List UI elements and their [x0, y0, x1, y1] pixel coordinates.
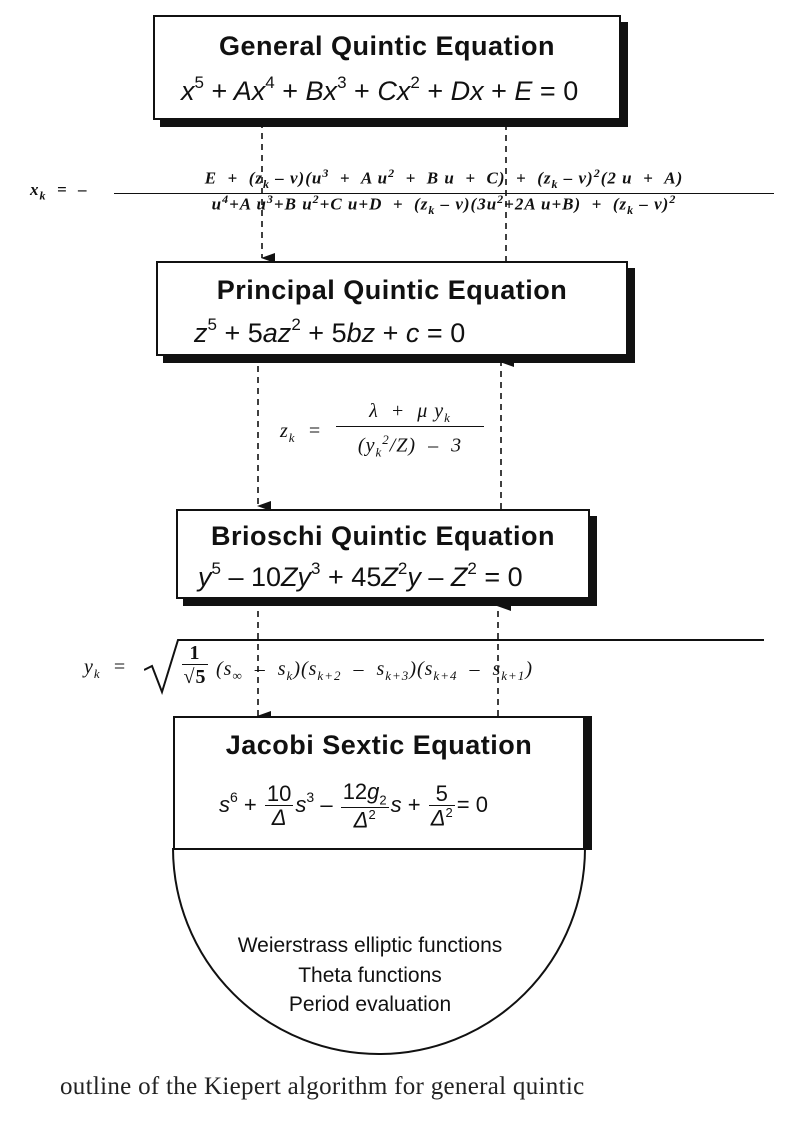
jacobi-sextic-box: [173, 716, 585, 850]
principal-quintic-box: [156, 261, 628, 356]
principal-quintic-title: Principal Quintic Equation: [216, 275, 568, 305]
jacobi-sextic-title: Jacobi Sextic Equation: [225, 730, 533, 760]
brioschi-quintic-box: [176, 509, 590, 599]
formula-yk: $y_k$ = 1 √5 $(s_\infty - s_k)(s_{k+2} - s_{k+3})(s_{k+4} - s_{k+1})$: [84, 628, 684, 698]
bowl-line-weierstrass: Weierstrass elliptic functions: [237, 934, 503, 957]
general-quintic-equation: $x^5 + Ax^4 + Bx^3 + Cx^2 + Dx + E = 0$: [181, 73, 579, 106]
principal-quintic-equation: $z^5 + 5az^2 + 5bz + c = 0$: [194, 315, 466, 348]
bowl-line-theta: Theta functions: [298, 964, 442, 987]
brioschi-quintic-equation: $y^5 - 10Zy^3 + 45Z^2y - Z^2 = 0$: [198, 559, 523, 592]
jacobi-sextic-equation: $s^6$ + $\frac{10}{\Delta}$ $s^3$ – $\frac{12g_2}{\Delta^2}$ s + $\frac{5}{\Delta^2}$ = 0: [219, 779, 488, 833]
bowl-line-period: Period evaluation: [288, 993, 452, 1016]
figure-caption: outline of the Kiepert algorithm for general quintic: [60, 1073, 585, 1100]
general-quintic-box: [153, 15, 621, 120]
brioschi-quintic-title: Brioschi Quintic Equation: [210, 521, 555, 551]
general-quintic-title: General Quintic Equation: [218, 31, 556, 61]
